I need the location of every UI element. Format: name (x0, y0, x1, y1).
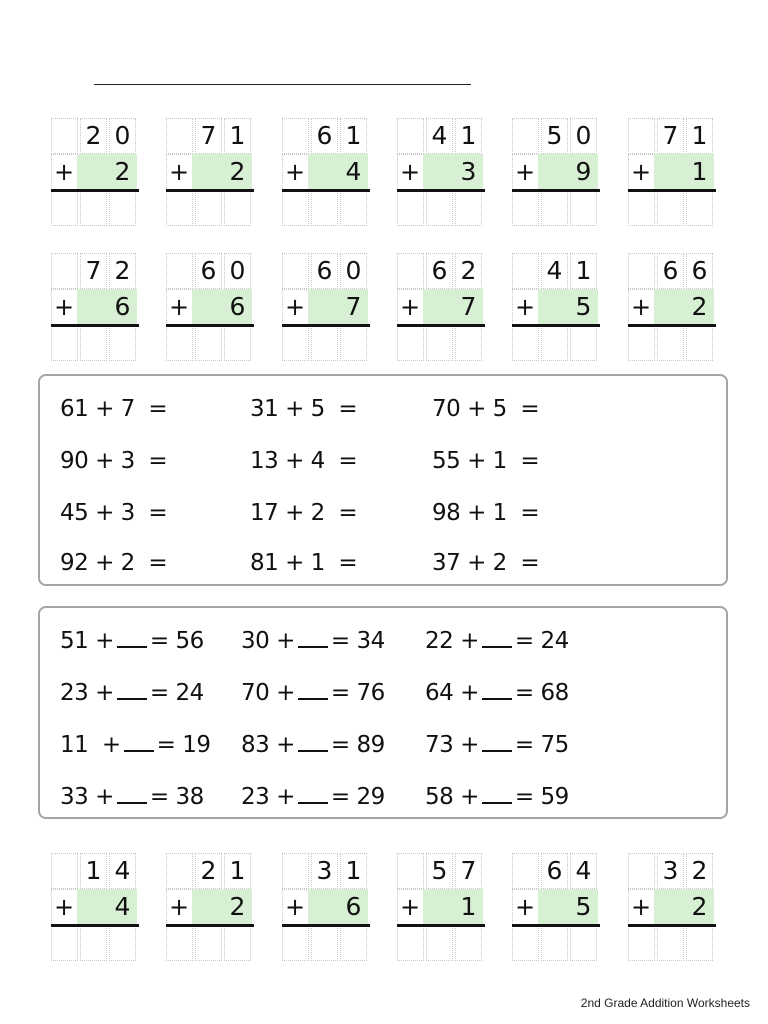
addition-problem (628, 118, 716, 226)
answer-blank[interactable] (482, 680, 512, 700)
answer-cell[interactable] (570, 190, 597, 226)
answer-blank[interactable] (117, 628, 147, 648)
sum-line (166, 189, 254, 192)
bottom-addend: 2 (691, 292, 708, 321)
answer-cell[interactable] (195, 325, 222, 361)
top-ones-digit: 1 (575, 256, 592, 285)
answer-cell[interactable] (397, 325, 424, 361)
answer-cell[interactable] (512, 925, 539, 961)
missing-addend-equation (425, 628, 569, 654)
bottom-addend: 4 (114, 892, 131, 921)
top-tens-digit: 7 (85, 256, 102, 285)
equation-left: 22 + (425, 628, 479, 654)
plus-sign: + (399, 293, 421, 321)
equation-right: = 56 (149, 628, 204, 654)
answer-blank[interactable] (482, 628, 512, 648)
footer-text: 2nd Grade Addition Worksheets (580, 996, 750, 1010)
equation-right: = 59 (514, 784, 569, 810)
sum-line (282, 924, 370, 927)
answer-cell[interactable] (224, 190, 251, 226)
top-ones-digit: 1 (460, 121, 477, 150)
plus-sign: + (53, 293, 75, 321)
missing-addend-equation (60, 680, 204, 706)
equation-right: = 24 (514, 628, 569, 654)
bottom-addend: 6 (114, 292, 131, 321)
answer-cell[interactable] (570, 325, 597, 361)
grid-cell (512, 853, 539, 889)
top-ones-digit: 6 (691, 256, 708, 285)
answer-cell[interactable] (195, 925, 222, 961)
horizontal-equation: 37 + 2 = (432, 550, 540, 576)
answer-blank[interactable] (298, 628, 328, 648)
answer-cell[interactable] (195, 190, 222, 226)
grid-cell (628, 853, 655, 889)
answer-cell[interactable] (397, 190, 424, 226)
answer-cell[interactable] (340, 925, 367, 961)
top-tens-digit: 1 (85, 856, 102, 885)
horizontal-equations-box (38, 374, 728, 586)
sum-line (51, 924, 139, 927)
equation-left: 51 + (60, 628, 114, 654)
answer-cell[interactable] (512, 190, 539, 226)
top-tens-digit: 6 (662, 256, 679, 285)
addition-problem (397, 853, 485, 961)
sum-line (51, 189, 139, 192)
grid-cell (51, 853, 78, 889)
answer-cell[interactable] (224, 925, 251, 961)
answer-cell[interactable] (657, 325, 684, 361)
answer-cell[interactable] (397, 925, 424, 961)
horizontal-equation: 81 + 1 = (250, 550, 358, 576)
horizontal-equation: 17 + 2 = (250, 500, 358, 526)
addition-problem (166, 253, 254, 361)
answer-blank[interactable] (298, 680, 328, 700)
addition-problem (51, 118, 139, 226)
missing-addend-equation (425, 680, 569, 706)
plus-sign: + (630, 293, 652, 321)
grid-cell (397, 853, 424, 889)
answer-cell[interactable] (686, 190, 713, 226)
top-ones-digit: 0 (229, 256, 246, 285)
bottom-addend: 7 (345, 292, 362, 321)
bottom-addend: 6 (345, 892, 362, 921)
bottom-addend: 3 (460, 157, 477, 186)
answer-blank[interactable] (482, 732, 512, 752)
top-ones-digit: 1 (345, 856, 362, 885)
horizontal-equation: 98 + 1 = (432, 500, 540, 526)
bottom-addend: 1 (460, 892, 477, 921)
missing-addend-equation (425, 732, 569, 758)
equation-left: 11 + (60, 732, 121, 758)
grid-cell (166, 118, 193, 154)
sum-line (166, 324, 254, 327)
bottom-addend: 1 (691, 157, 708, 186)
equation-right: = 68 (514, 680, 569, 706)
bottom-addend: 9 (575, 157, 592, 186)
bottom-addend: 2 (114, 157, 131, 186)
answer-blank[interactable] (117, 680, 147, 700)
equation-right: = 38 (149, 784, 204, 810)
plus-sign: + (53, 158, 75, 186)
answer-cell[interactable] (311, 925, 338, 961)
addition-problem (397, 118, 485, 226)
top-tens-digit: 2 (85, 121, 102, 150)
equation-right: = 75 (514, 732, 569, 758)
answer-cell[interactable] (686, 925, 713, 961)
grid-cell (512, 118, 539, 154)
answer-cell[interactable] (51, 925, 78, 961)
horizontal-equation: 45 + 3 = (60, 500, 168, 526)
grid-cell (397, 253, 424, 289)
answer-cell[interactable] (628, 190, 655, 226)
missing-addend-equation (60, 784, 204, 810)
top-ones-digit: 1 (229, 856, 246, 885)
horizontal-equation: 90 + 3 = (60, 448, 168, 474)
grid-cell (628, 118, 655, 154)
answer-blank[interactable] (298, 732, 328, 752)
answer-blank[interactable] (117, 784, 147, 804)
bottom-addend: 2 (229, 157, 246, 186)
missing-addend-equation (60, 732, 211, 758)
grid-cell (397, 118, 424, 154)
top-ones-digit: 0 (345, 256, 362, 285)
sum-line (282, 189, 370, 192)
answer-cell[interactable] (455, 925, 482, 961)
missing-addend-equation (241, 628, 385, 654)
answer-cell[interactable] (541, 190, 568, 226)
answer-cell[interactable] (109, 190, 136, 226)
missing-addend-equation (60, 628, 204, 654)
bottom-addend: 5 (575, 892, 592, 921)
addition-problem (166, 853, 254, 961)
top-tens-digit: 6 (431, 256, 448, 285)
sum-line (628, 324, 716, 327)
top-tens-digit: 6 (316, 121, 333, 150)
addition-problem (282, 853, 370, 961)
top-ones-digit: 0 (575, 121, 592, 150)
sum-line (397, 324, 485, 327)
top-ones-digit: 2 (691, 856, 708, 885)
top-tens-digit: 6 (200, 256, 217, 285)
addition-problem (512, 118, 600, 226)
answer-cell[interactable] (166, 190, 193, 226)
addition-problem (397, 253, 485, 361)
answer-cell[interactable] (426, 325, 453, 361)
equation-left: 64 + (425, 680, 479, 706)
sum-line (628, 924, 716, 927)
plus-sign: + (284, 158, 306, 186)
answer-cell[interactable] (51, 190, 78, 226)
answer-cell[interactable] (282, 925, 309, 961)
plus-sign: + (399, 158, 421, 186)
equation-right: = 34 (330, 628, 385, 654)
top-ones-digit: 7 (460, 856, 477, 885)
top-ones-digit: 4 (114, 856, 131, 885)
equation-left: 73 + (425, 732, 479, 758)
addition-problem (512, 253, 600, 361)
name-line (94, 84, 471, 85)
bottom-addend: 2 (229, 892, 246, 921)
plus-sign: + (514, 293, 536, 321)
top-tens-digit: 6 (546, 856, 563, 885)
answer-cell[interactable] (282, 325, 309, 361)
equation-left: 58 + (425, 784, 479, 810)
missing-addend-equation (241, 680, 385, 706)
answer-cell[interactable] (311, 325, 338, 361)
answer-cell[interactable] (340, 190, 367, 226)
answer-cell[interactable] (541, 925, 568, 961)
grid-cell (166, 253, 193, 289)
addition-problem (51, 853, 139, 961)
equation-right: = 24 (149, 680, 204, 706)
top-tens-digit: 6 (316, 256, 333, 285)
grid-cell (628, 253, 655, 289)
answer-cell[interactable] (311, 190, 338, 226)
top-ones-digit: 4 (575, 856, 592, 885)
top-ones-digit: 2 (114, 256, 131, 285)
grid-cell (282, 253, 309, 289)
answer-cell[interactable] (282, 190, 309, 226)
answer-cell[interactable] (686, 325, 713, 361)
missing-addend-equation (425, 784, 569, 810)
answer-cell[interactable] (109, 325, 136, 361)
answer-cell[interactable] (80, 190, 107, 226)
answer-cell[interactable] (51, 325, 78, 361)
horizontal-equation: 31 + 5 = (250, 396, 358, 422)
answer-cell[interactable] (455, 190, 482, 226)
answer-cell[interactable] (455, 325, 482, 361)
grid-cell (166, 853, 193, 889)
equation-left: 70 + (241, 680, 295, 706)
top-ones-digit: 0 (114, 121, 131, 150)
sum-line (397, 924, 485, 927)
addition-problem (166, 118, 254, 226)
sum-line (512, 924, 600, 927)
sum-line (512, 324, 600, 327)
horizontal-equation: 70 + 5 = (432, 396, 540, 422)
plus-sign: + (284, 893, 306, 921)
plus-sign: + (53, 893, 75, 921)
top-tens-digit: 5 (431, 856, 448, 885)
addition-problem (282, 253, 370, 361)
answer-cell[interactable] (80, 925, 107, 961)
bottom-addend: 7 (460, 292, 477, 321)
top-ones-digit: 1 (229, 121, 246, 150)
answer-cell[interactable] (657, 190, 684, 226)
equation-left: 83 + (241, 732, 295, 758)
bottom-addend: 2 (691, 892, 708, 921)
top-ones-digit: 1 (691, 121, 708, 150)
equation-left: 23 + (60, 680, 114, 706)
addition-problem (282, 118, 370, 226)
bottom-addend: 4 (345, 157, 362, 186)
top-tens-digit: 7 (662, 121, 679, 150)
equation-right: = 19 (156, 732, 211, 758)
answer-cell[interactable] (512, 325, 539, 361)
sum-line (282, 324, 370, 327)
grid-cell (282, 118, 309, 154)
answer-cell[interactable] (224, 325, 251, 361)
horizontal-equation: 13 + 4 = (250, 448, 358, 474)
equation-right: = 76 (330, 680, 385, 706)
plus-sign: + (630, 158, 652, 186)
addition-problem (512, 853, 600, 961)
answer-cell[interactable] (166, 925, 193, 961)
sum-line (512, 189, 600, 192)
answer-cell[interactable] (570, 925, 597, 961)
horizontal-equation: 55 + 1 = (432, 448, 540, 474)
grid-cell (282, 853, 309, 889)
grid-cell (51, 253, 78, 289)
sum-line (51, 324, 139, 327)
equation-left: 23 + (241, 784, 295, 810)
equation-left: 30 + (241, 628, 295, 654)
top-tens-digit: 4 (546, 256, 563, 285)
plus-sign: + (168, 893, 190, 921)
vertical-problem-row-3 (0, 853, 768, 963)
addition-problem (628, 253, 716, 361)
missing-addend-box (38, 606, 728, 819)
plus-sign: + (630, 893, 652, 921)
plus-sign: + (168, 293, 190, 321)
equation-left: 33 + (60, 784, 114, 810)
equation-right: = 89 (330, 732, 385, 758)
top-tens-digit: 7 (200, 121, 217, 150)
sum-line (628, 189, 716, 192)
plus-sign: + (514, 893, 536, 921)
plus-sign: + (284, 293, 306, 321)
sum-line (166, 924, 254, 927)
horizontal-equation: 92 + 2 = (60, 550, 168, 576)
answer-blank[interactable] (482, 784, 512, 804)
horizontal-equation: 61 + 7 = (60, 396, 168, 422)
top-tens-digit: 5 (546, 121, 563, 150)
answer-cell[interactable] (426, 925, 453, 961)
answer-cell[interactable] (166, 325, 193, 361)
sum-line (397, 189, 485, 192)
top-tens-digit: 3 (316, 856, 333, 885)
grid-cell (512, 253, 539, 289)
vertical-problem-row-1 (0, 118, 768, 228)
answer-cell[interactable] (340, 325, 367, 361)
addition-problem (628, 853, 716, 961)
bottom-addend: 5 (575, 292, 592, 321)
equation-right: = 29 (330, 784, 385, 810)
plus-sign: + (168, 158, 190, 186)
top-ones-digit: 1 (345, 121, 362, 150)
vertical-problem-row-2 (0, 253, 768, 363)
addition-problem (51, 253, 139, 361)
missing-addend-equation (241, 732, 385, 758)
answer-cell[interactable] (628, 325, 655, 361)
bottom-addend: 6 (229, 292, 246, 321)
missing-addend-equation (241, 784, 385, 810)
plus-sign: + (514, 158, 536, 186)
top-tens-digit: 4 (431, 121, 448, 150)
answer-cell[interactable] (541, 325, 568, 361)
top-ones-digit: 2 (460, 256, 477, 285)
answer-blank[interactable] (298, 784, 328, 804)
answer-cell[interactable] (109, 925, 136, 961)
answer-cell[interactable] (426, 190, 453, 226)
answer-cell[interactable] (657, 925, 684, 961)
answer-blank[interactable] (124, 732, 154, 752)
plus-sign: + (399, 893, 421, 921)
top-tens-digit: 3 (662, 856, 679, 885)
top-tens-digit: 2 (200, 856, 217, 885)
answer-cell[interactable] (628, 925, 655, 961)
grid-cell (51, 118, 78, 154)
answer-cell[interactable] (80, 325, 107, 361)
